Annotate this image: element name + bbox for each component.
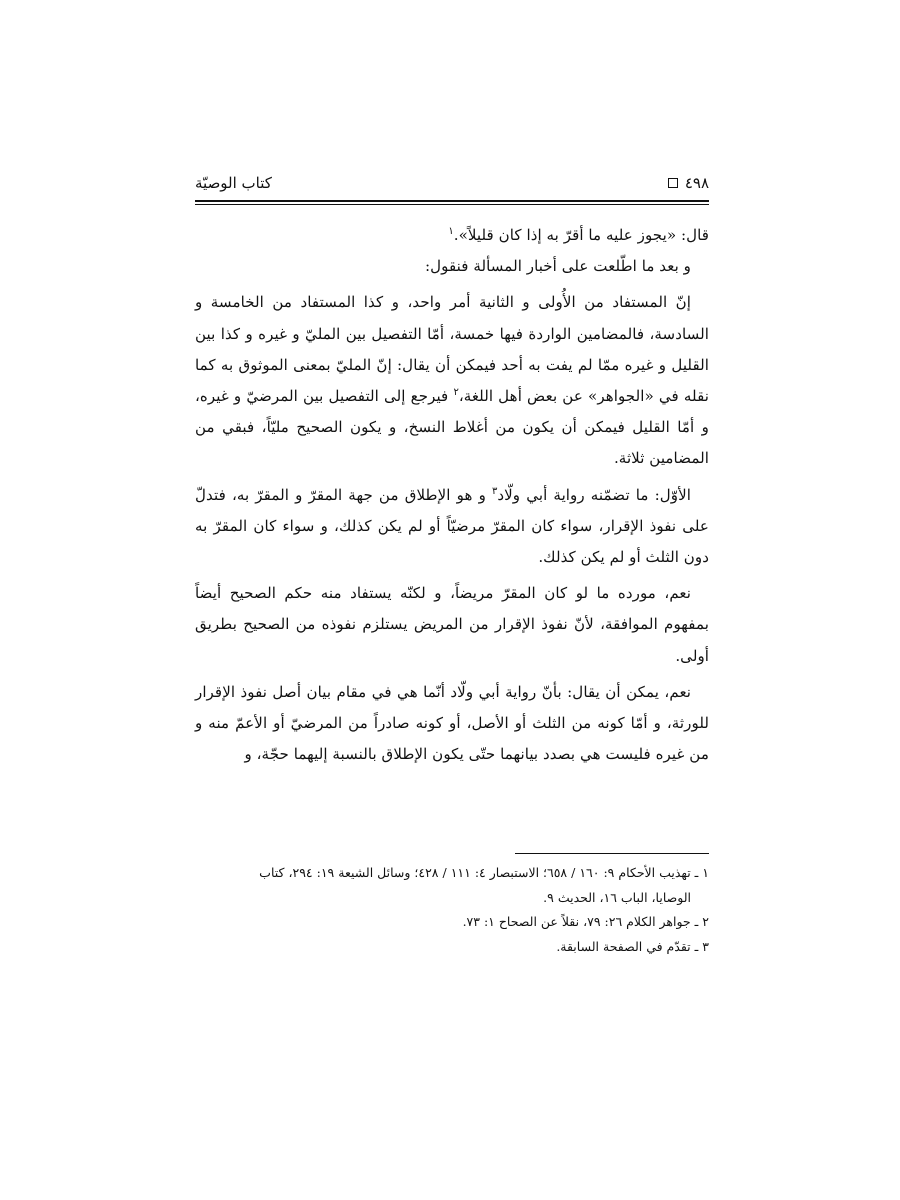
footnote-1: ١ ـ تهذيب الأحكام ٩: ١٦٠ / ٦٥٨؛ الاستبصار ٤: ١١١ / ٤٢٨؛ وسائل الشيعة ١٩: ٢٩٤، كتاب [259, 865, 709, 880]
paragraph-5: نعم، مورده ما لو كان المقرّ مريضاً، و لكنّه يستفاد منه حكم الصحيح أيضاً بمفهوم الموافقة، لأنّ نفوذ الإقرار من المريض يستلزم نفوذه من الصحيح بطريق أولى. [195, 584, 709, 665]
footnote-rule [515, 853, 709, 854]
paragraph-4-text-a: الأوّل: ما تضمّنه رواية أبي ولّاد [497, 485, 691, 504]
main-text [195, 220, 709, 770]
paragraph-3 [195, 287, 709, 474]
paragraph-1 [195, 220, 709, 251]
paragraph-4-text-b: و هو الإطلاق من جهة المقرّ و المقرّ به، فتدلّ على نفوذ الإقرار، سواء كان المقرّ مرضيّاً أو لم يكن كذلك، و سواء كان المقرّ به دون الثلث أو لم يكن كذلك. [195, 485, 709, 567]
paragraph-3-text-b: فيرجع إلى التفصيل بين المرضيّ و غيره، و أمّا القليل فيمكن أن يكون من أغلاط النسخ، و يكون الصحيح مليّاً، فبقي من المضامين ثلاثة. [195, 387, 709, 468]
footnotes [195, 861, 709, 959]
footnote-2: ٢ ـ جواهر الكلام ٢٦: ٧٩، نقلاً عن الصحاح ١: ٧٣. [462, 914, 709, 929]
paragraph-3-text-a: إنّ المستفاد من الأُولى و الثانية أمر واحد، و كذا المستفاد من الخامسة و السادسة، فالمضامين الواردة فيها خمسة، أمّا التفصيل بين المليّ و غيره و كذا بين القليل و غيره ممّا لم يفت به أحد فيمكن أن يقال: إنّ المليّ بمعنى الموثوق به كما نقله في «الجواهر» عن بعض أهل اللغة، [195, 293, 709, 406]
book-title: كتاب الوصيّة [195, 174, 272, 192]
square-icon [668, 178, 678, 188]
page-number: ٤٩٨ [684, 174, 709, 192]
footnote-ref-2: ٢ [453, 386, 459, 398]
header-rule-thin [195, 204, 709, 205]
footnote-1-continued: الوصايا، الباب ١٦، الحديث ٩. [543, 889, 691, 905]
paragraph-2: و بعد ما اطّلعت على أخبار المسألة فنقول: [425, 257, 691, 276]
footnote-3: ٣ ـ تقدّم في الصفحة السابقة. [556, 938, 709, 954]
footnote-ref-3: ٣ [492, 485, 498, 497]
page-number-group [668, 174, 709, 192]
paragraph-1-text: قال: «يجوز عليه ما أقرّ به إذا كان قليلاً». [453, 226, 709, 244]
footnote-ref-1: ١ [448, 225, 454, 237]
running-header [195, 172, 709, 198]
paragraph-4 [195, 480, 709, 574]
paragraph-6: نعم، يمكن أن يقال: بأنّ رواية أبي ولّاد أنّما هي في مقام بيان أصل نفوذ الإقرار للورثة، و أمّا كونه من الثلث أو الأصل، أو كونه صادراً من المرضيّ أو الأعمّ منه و من غيره فليست هي بصدد بيانهما حتّى يكون الإطلاق بالنسبة إليهما حجّة، و [195, 682, 709, 764]
header-rule [195, 200, 709, 202]
